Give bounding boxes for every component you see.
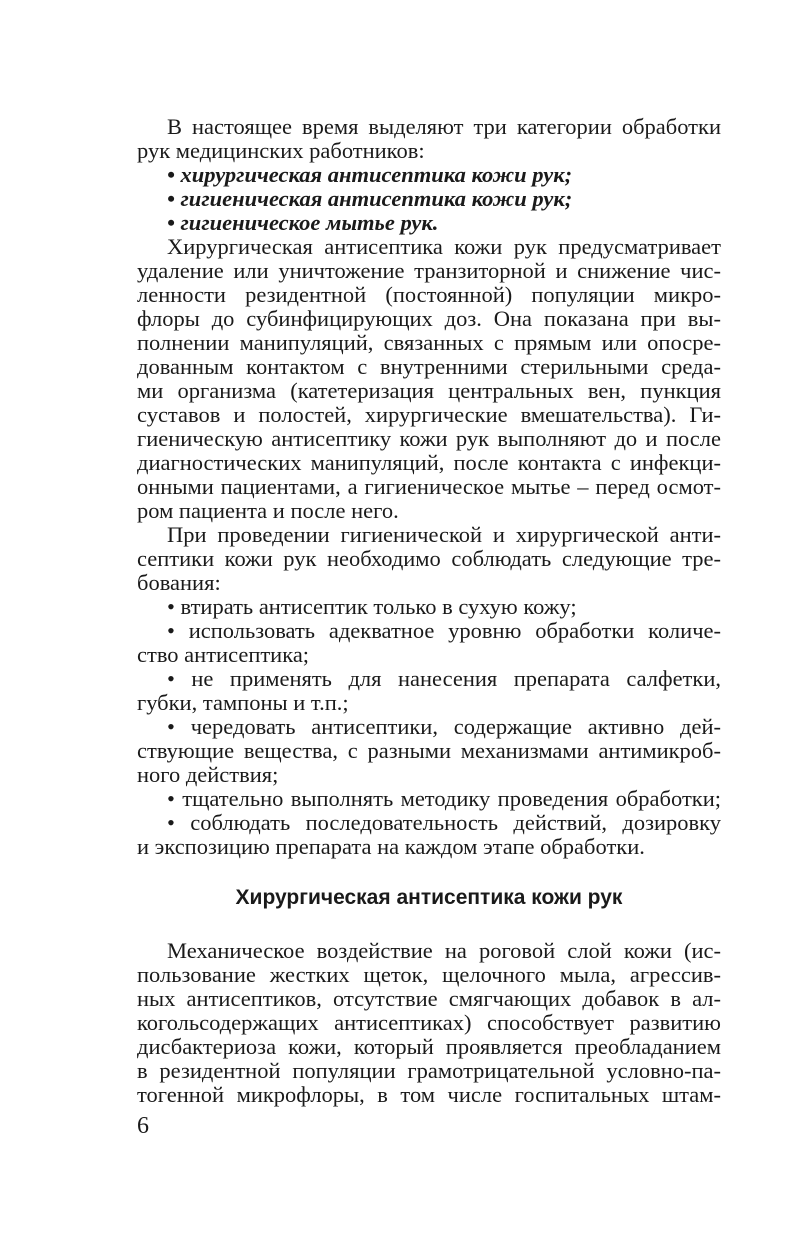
paragraph-line: ных антисептиков, отсутствие смягчающих добавок в ал- [137,986,721,1011]
paragraph-line: полнении манипуляций, связанных с прямым или опосре- [137,330,721,355]
paragraph-line: пользование жестких щеток, щелочного мыла, агрессив- [137,962,721,987]
requirement-item: • соблюдать последовательность действий, дозировку [167,810,721,835]
requirement-item: • чередовать антисептики, содержащие активно дей- [167,714,721,739]
paragraph-line: диагностических манипуляций, после контакта с инфекци- [137,450,721,475]
paragraph-line: гиеническую антисептику кожи рук выполняют до и после [137,426,721,451]
category-item: • хирургическая антисептика кожи рук; [167,162,573,187]
requirement-item: и экспозицию препарата на каждом этапе обработки. [137,834,645,859]
paragraph-line: ленности резидентной (постоянной) популяции микро- [137,282,721,307]
intro-line: В настоящее время выделяют три категории обработки [167,114,721,139]
section-heading: Хирургическая антисептика кожи рук [235,886,623,909]
paragraph-line: дованным контактом с внутренними стерильными среда- [137,354,721,379]
paragraph-line: Хирургическая антисептика кожи рук предусматривает [167,234,721,259]
requirement-item: ного действия; [137,762,279,787]
paragraph-line: Механическое воздействие на роговой слой кожи (ис- [167,938,721,963]
paragraph-line: когольсодержащих антисептиках) способствует развитию [137,1010,721,1035]
paragraph-line: дисбактериоза кожи, который проявляется преобладанием [137,1034,721,1059]
paragraph-line: в резидентной популяции грамотрицательной условно-па- [137,1058,721,1083]
requirement-item: • не применять для нанесения препарата салфетки, [167,666,721,691]
category-item: • гигиеническое мытье рук. [167,210,439,235]
requirement-item: • втирать антисептик только в сухую кожу; [167,594,577,619]
paragraph-line: флоры до субинфицирующих доз. Она показана при вы- [137,306,721,331]
requirement-item: губки, тампоны и т.п.; [137,690,349,715]
page-number: 6 [137,1113,149,1139]
requirement-item: • использовать адекватное уровню обработки количе- [167,618,721,643]
paragraph-line: септики кожи рук необходимо соблюдать следующие тре- [137,546,721,571]
requirement-item: ство антисептика; [137,642,310,667]
intro-line: рук медицинских работников: [137,138,425,163]
requirement-item: ствующие вещества, с разными механизмами антимикроб- [137,738,721,763]
paragraph-line: бования: [137,570,221,595]
paragraph-line: онными пациентами, а гигиеническое мытье – перед осмот- [137,474,721,499]
paragraph-line: ром пациента и после него. [137,498,399,523]
paragraph-line: ми организма (катетеризация центральных вен, пункция [137,378,721,403]
paragraph-line: суставов и полостей, хирургические вмешательства). Ги- [137,402,721,427]
paragraph-line: удаление или уничтожение транзиторной и снижение чис- [137,258,721,283]
requirement-item: • тщательно выполнять методику проведения обработки; [167,786,721,811]
category-item: • гигиеническая антисептика кожи рук; [167,186,573,211]
paragraph-line: тогенной микрофлоры, в том числе госпитальных штам- [137,1082,721,1107]
paragraph-line: При проведении гигиенической и хирургической анти- [167,522,721,547]
